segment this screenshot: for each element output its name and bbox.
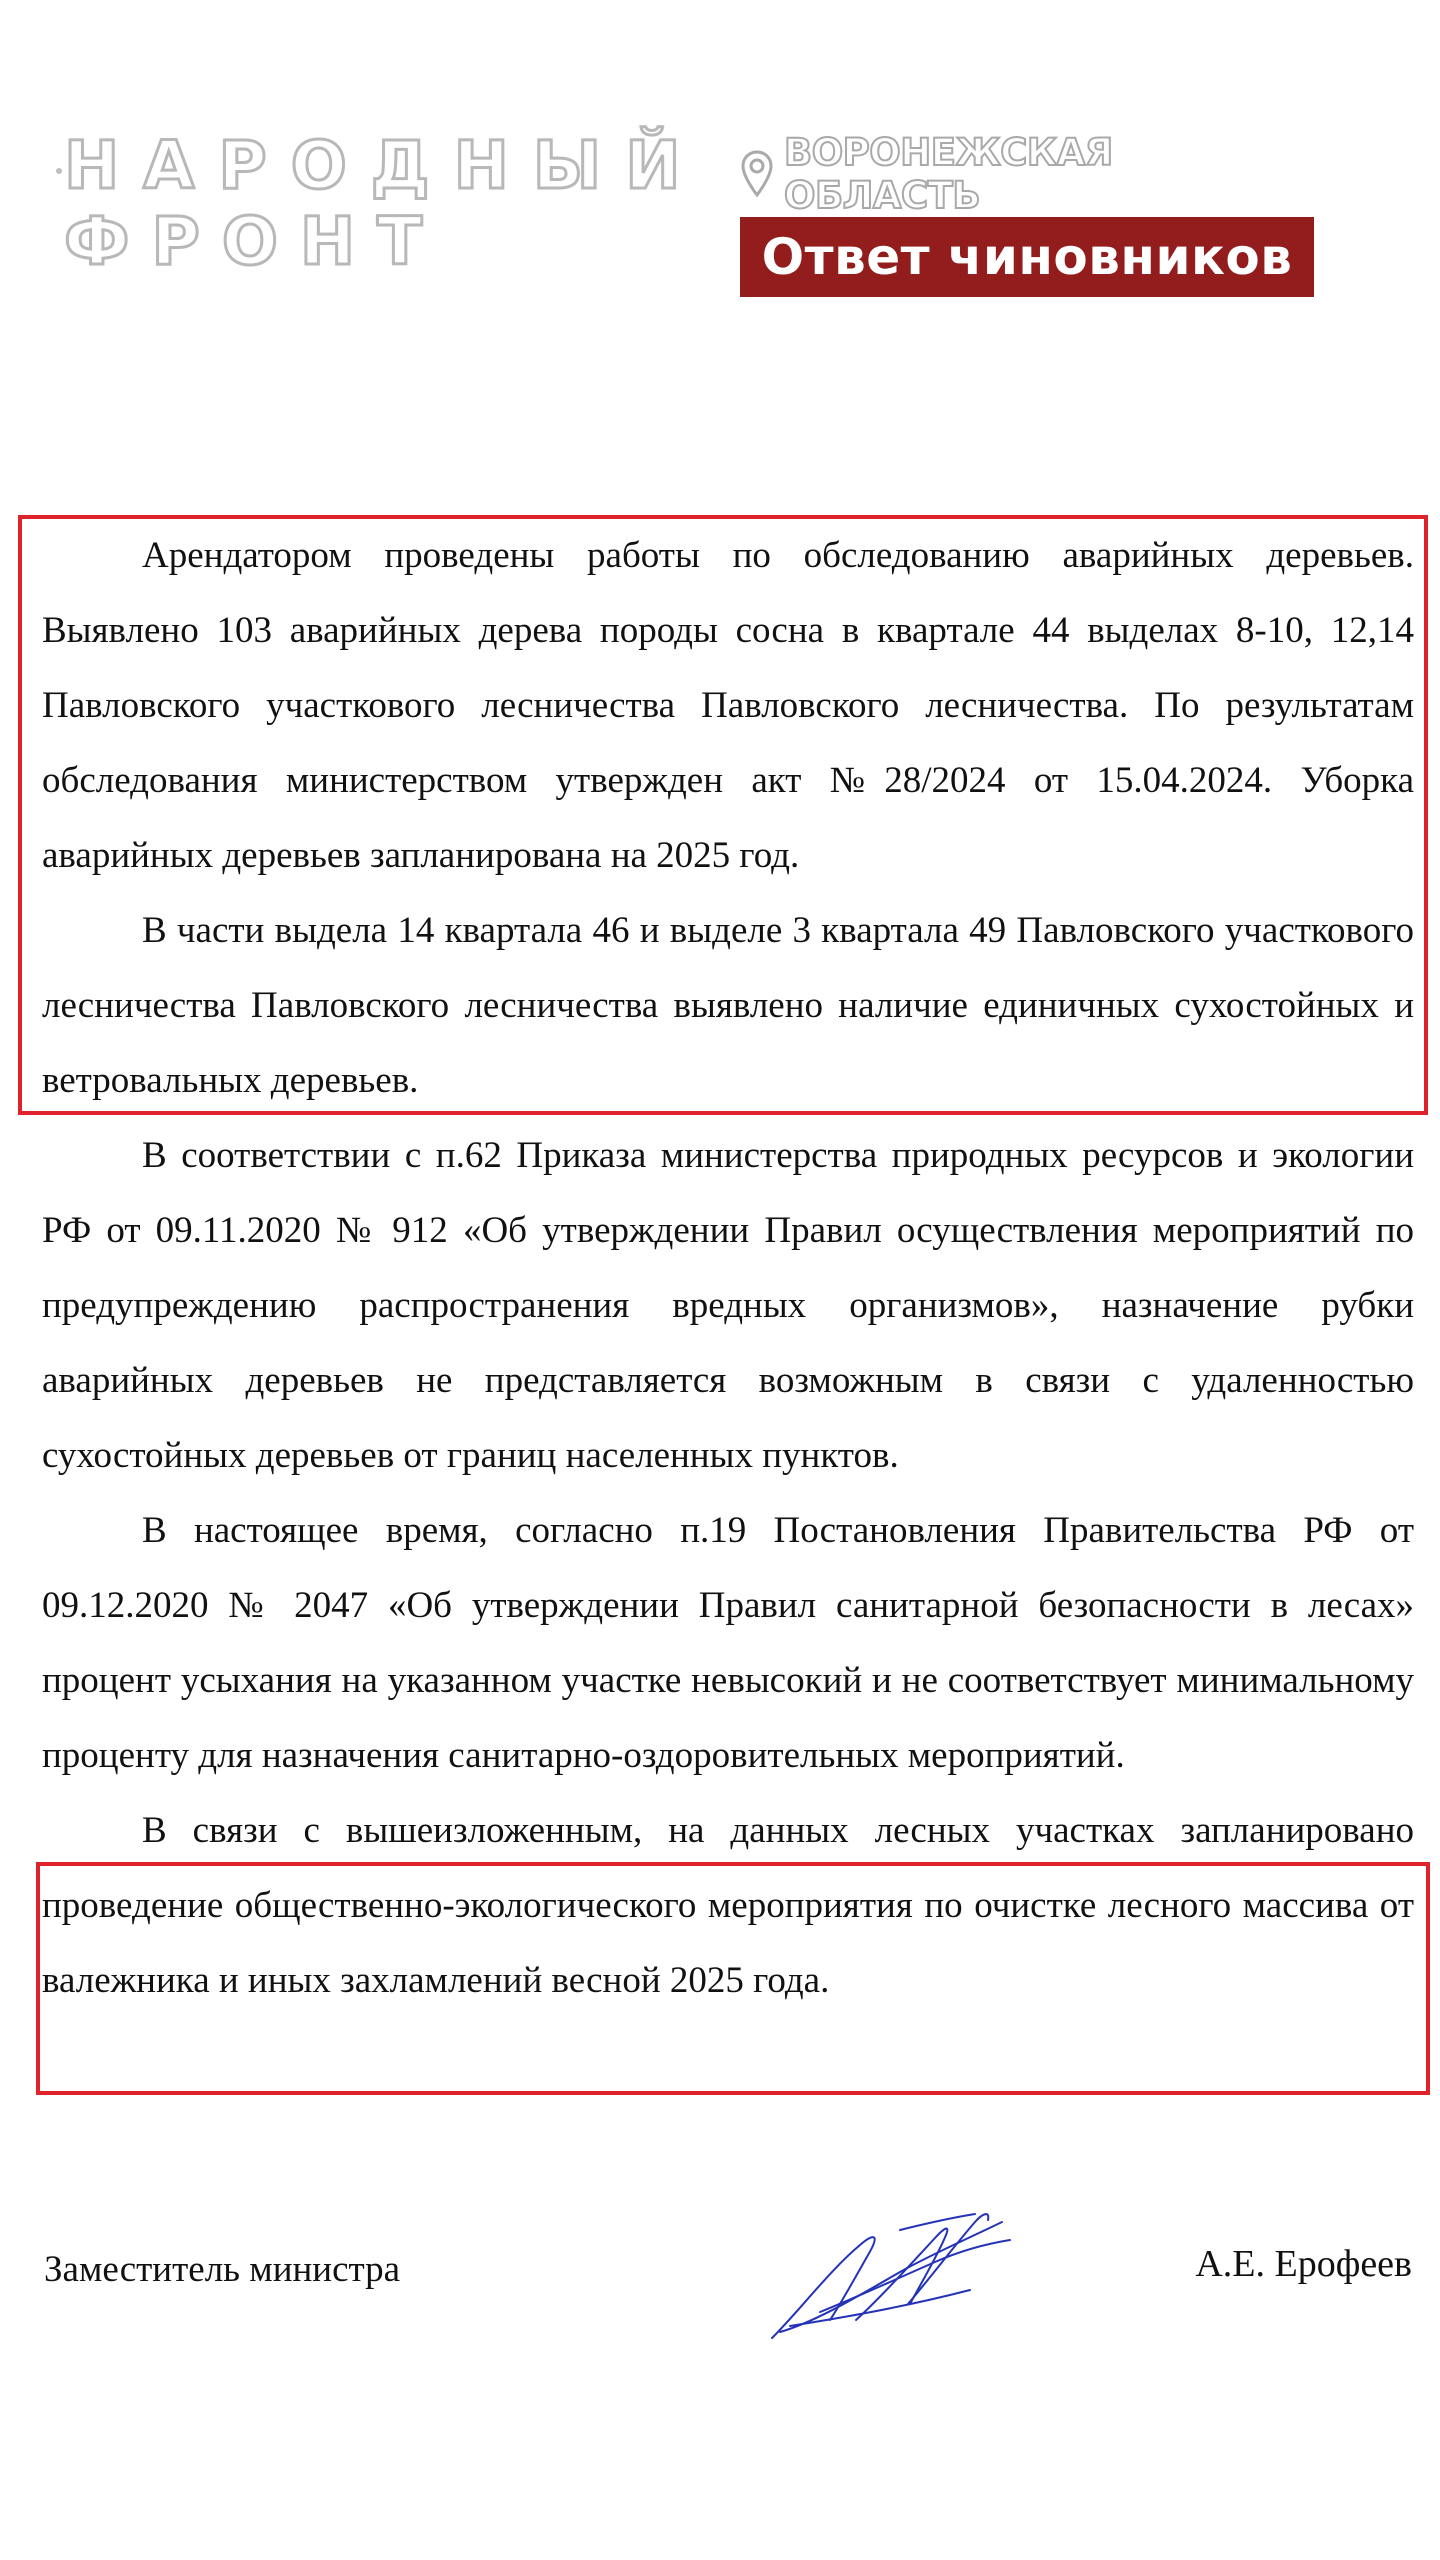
region-text: ВОРОНЕЖСКАЯ ОБЛАСТЬ: [784, 131, 1113, 217]
region-label: [740, 131, 1312, 217]
paragraph-3: В соответствии с п.62 Приказа министерства природных ресурсов и экологии РФ от 09.11.2020 № 912 «Об утверждении Правил осуществления мероприятий по предупреждению распространения вредных организмов», назначение рубки аварийных деревьев не представляется возможным в связи с удаленностью сухостойных деревьев от границ населенных пунктов.: [42, 1135, 1414, 1476]
paragraph-5: В связи с вышеизложенным, на данных лесных участках запланировано проведение общественно-экологического мероприятия по очистке лесного массива от валежника и иных захламлений весной 2025 года.: [42, 1810, 1414, 2001]
logo-line-1: НАРОДНЫЙ: [64, 127, 705, 204]
handwritten-signature: [760, 2200, 1020, 2350]
logo-line-2: ФРОНТ: [64, 203, 445, 280]
location-pin-icon: [740, 149, 774, 199]
signatory-role: Заместитель министра: [44, 2249, 401, 2290]
signatory-name: А.Е. Ерофеев: [1195, 2243, 1412, 2285]
narodny-front-logo: [64, 128, 704, 280]
letter-body: [42, 518, 1414, 2018]
paragraph-4: В настоящее время, согласно п.19 Постановления Правительства РФ от 09.12.2020 № 2047 «Об утверждении Правил санитарной безопасности в лесах» процент усыхания на указанном участке невысокий и не соответствует минимальному проценту для назначения санитарно-оздоровительных мероприятий.: [42, 1510, 1414, 1776]
logo-dot: [56, 168, 62, 174]
paragraph-2: В части выдела 14 квартала 46 и выделе 3 квартала 49 Павловского участкового лесничества Павловского лесничества выявлено наличие единичных сухостойных и ветровальных деревьев.: [42, 910, 1414, 1101]
paragraph-1: Арендатором проведены работы по обследованию аварийных деревьев. Выявлено 103 аварийных дерева породы сосна в квартале 44 выделах 8-10, 12,14 Павловского участкового лесничества Павловского лесничества. По результатам обследования министерством утвержден акт №28/2024 от 15.04.2024. Уборка аварийных деревьев запланирована на 2025 год.: [42, 535, 1414, 876]
officials-answer-banner: Ответ чиновников: [740, 217, 1314, 297]
